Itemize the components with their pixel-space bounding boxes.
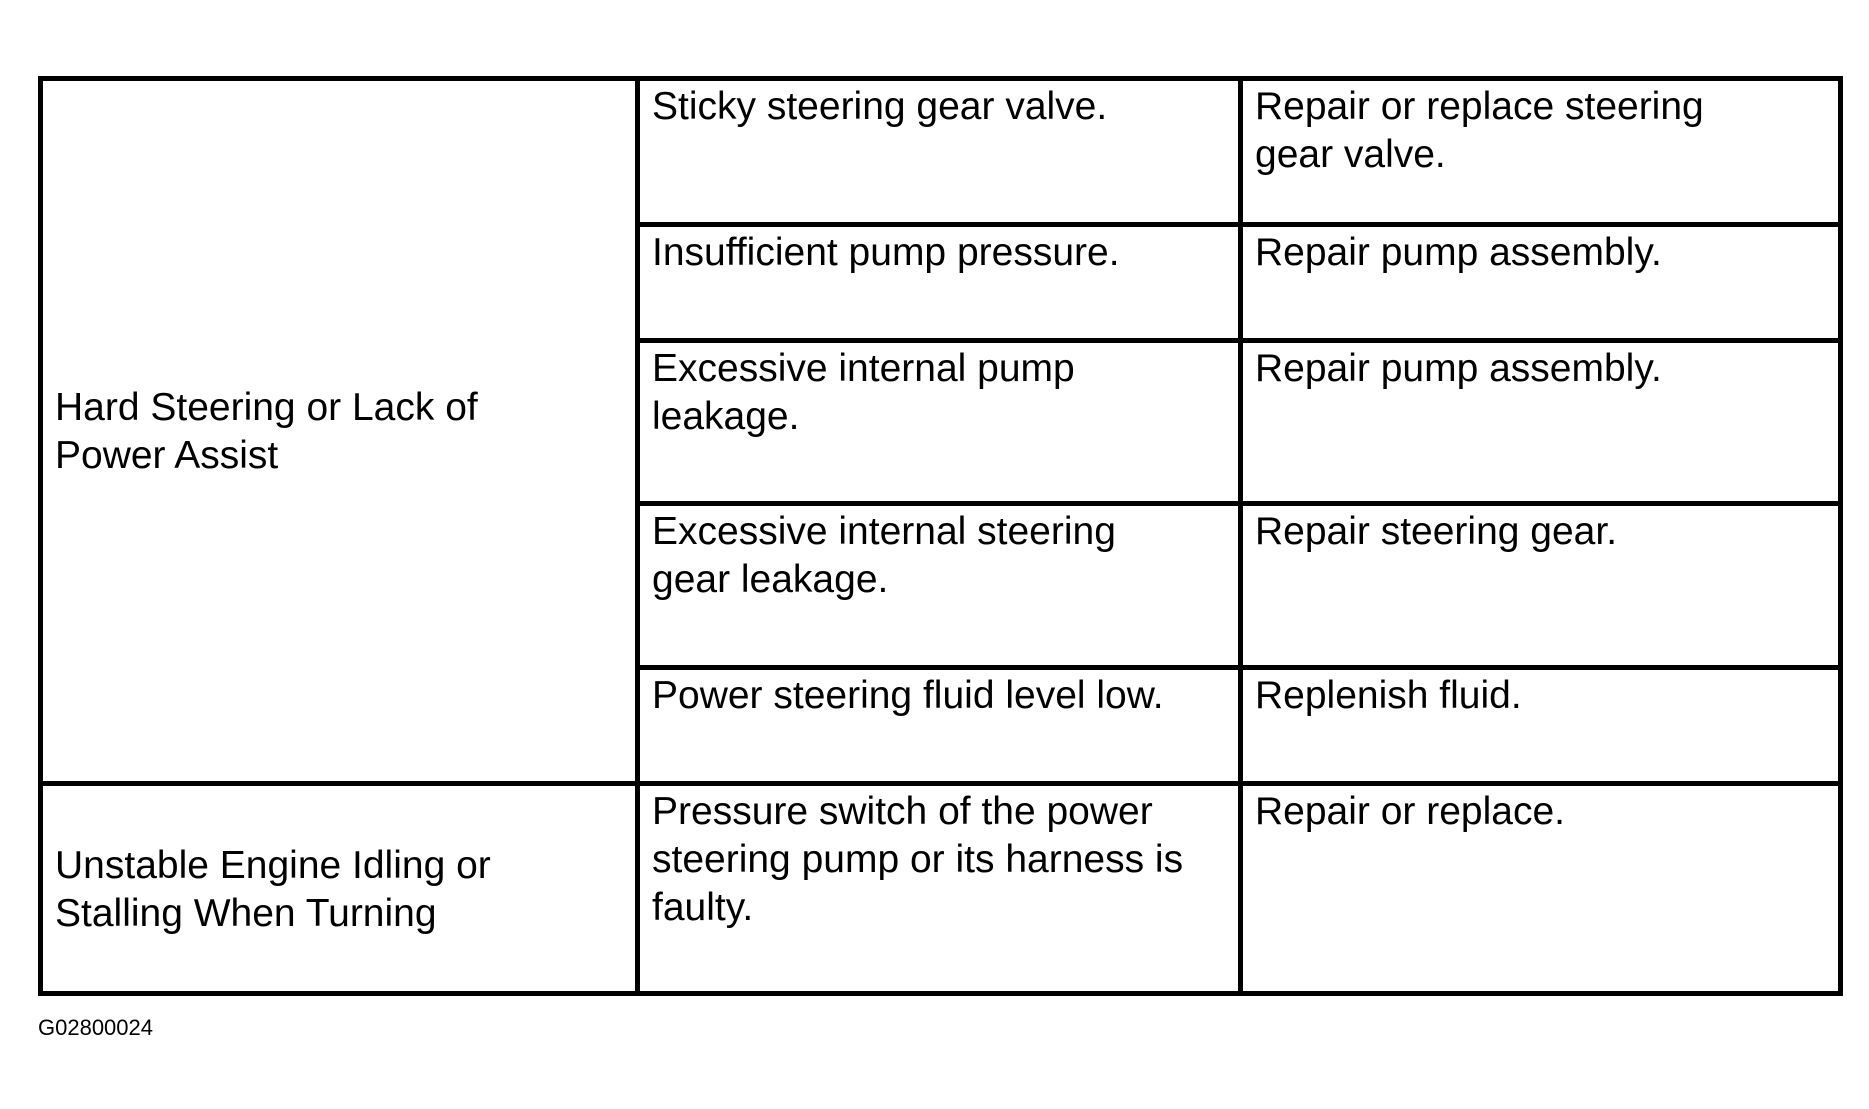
symptom-text: Unstable Engine Idling or Stalling When Turning — [55, 843, 491, 935]
remedy-cell — [1241, 79, 1841, 225]
remedy-text: Repair pump assembly. — [1255, 231, 1662, 274]
remedy-cell — [1241, 341, 1841, 504]
cause-text: Insufficient pump pressure. — [652, 231, 1120, 274]
cause-cell — [638, 225, 1241, 341]
cause-text: Pressure switch of the power steering pump or its harness is faulty. — [652, 790, 1184, 929]
symptom-cell — [41, 784, 638, 994]
remedy-text: Repair pump assembly. — [1255, 347, 1662, 390]
remedy-text: Repair steering gear. — [1255, 510, 1618, 553]
cause-cell — [638, 341, 1241, 504]
cause-cell — [638, 79, 1241, 225]
remedy-text: Repair or replace. — [1255, 790, 1565, 833]
cause-cell — [638, 504, 1241, 668]
cause-cell — [638, 784, 1241, 994]
table-row — [41, 79, 1841, 225]
remedy-cell — [1241, 784, 1841, 994]
symptom-cell — [41, 79, 638, 784]
troubleshooting-table — [38, 76, 1843, 996]
figure-id: G02800024 — [38, 1015, 153, 1040]
cause-text: Sticky steering gear valve. — [652, 85, 1108, 128]
remedy-cell — [1241, 225, 1841, 341]
remedy-cell — [1241, 504, 1841, 668]
cause-cell — [638, 668, 1241, 784]
cause-text: Power steering fluid level low. — [652, 674, 1164, 717]
symptom-text: Hard Steering or Lack of Power Assist — [55, 386, 478, 477]
table-row — [41, 784, 1841, 994]
remedy-text: Repair or replace steering gear valve. — [1255, 85, 1704, 176]
remedy-cell — [1241, 668, 1841, 784]
cause-text: Excessive internal steering gear leakage. — [652, 510, 1116, 601]
remedy-text: Replenish fluid. — [1255, 674, 1522, 717]
cause-text: Excessive internal pump leakage. — [652, 347, 1075, 438]
